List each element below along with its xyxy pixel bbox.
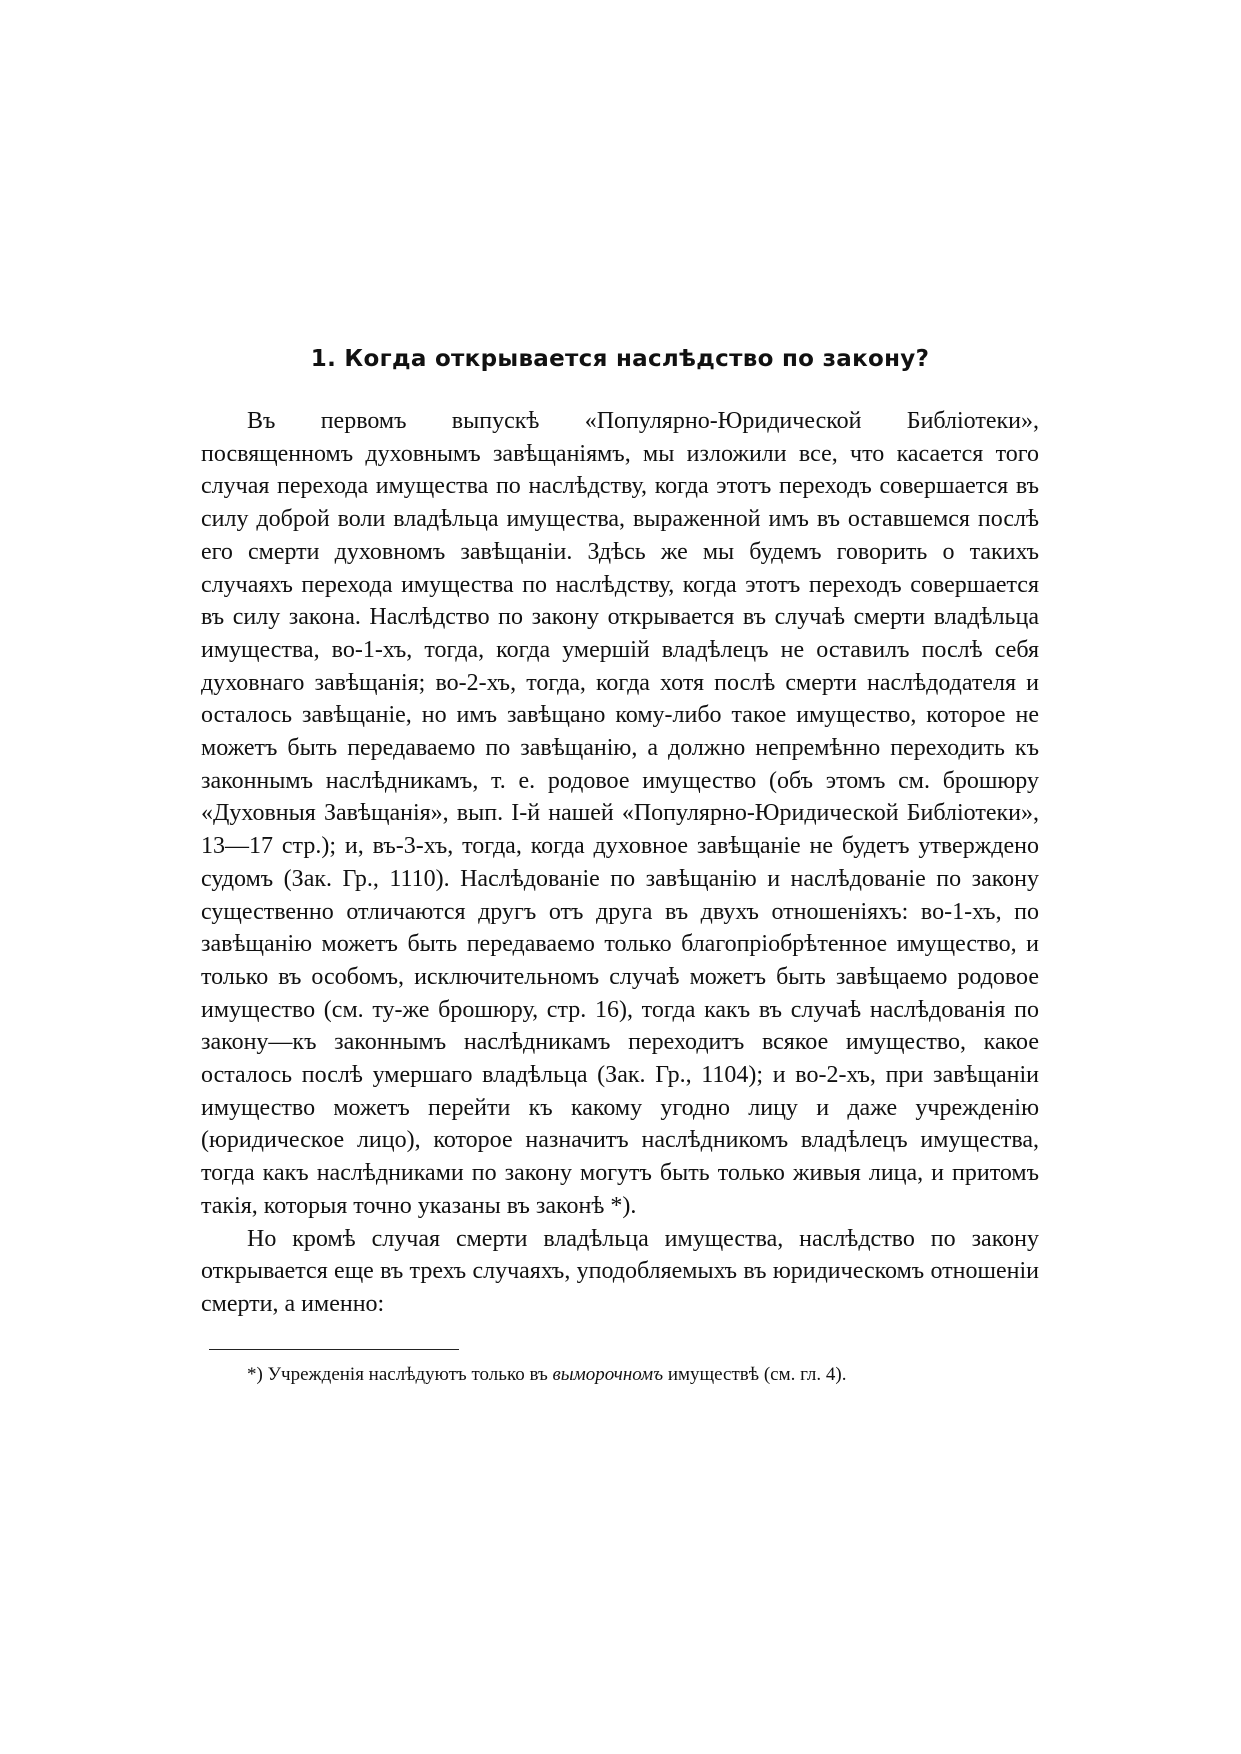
footnote [201,1362,1039,1388]
paragraph-2: Но кромѣ случая смерти владѣльца имущества, наслѣдство по закону открывается еще въ трехъ случаяхъ, уподобляемыхъ въ юридическомъ отношеніи смерти, а именно: [201,1225,1039,1317]
footnote-text-before: Учрежденія наслѣдуютъ только въ [267,1364,548,1385]
chapter-heading: 1. Когда открывается наслѣдство по закону? [310,346,930,372]
footnote-separator [209,1349,459,1350]
footnote-marker: *) [247,1364,263,1385]
body-text [201,405,1039,1321]
paragraph-1: Въ первомъ выпускѣ «Популярно-Юридической Библіотеки», посвященномъ духовнымъ завѣщаніямъ, мы изложили все, что касается того случая перехода имущества по наслѣдству, когда этотъ переходъ совершается въ силу доброй воли владѣльца имущества, выраженной имъ въ оставшемся послѣ его смерти духовномъ завѣщаніи. Здѣсь же мы будемъ говорить о такихъ случаяхъ перехода имущества по наслѣдству, когда этотъ переходъ совершается въ силу закона. Наслѣдство по закону открывается въ случаѣ смерти владѣльца имущества, во-1-хъ, тогда, когда умершій владѣлецъ не оставилъ послѣ себя духовнаго завѣщанія; во-2-хъ, тогда, когда хотя послѣ смерти наслѣдодателя и осталось завѣщаніе, но имъ завѣщано кому-либо такое имущество, которое не можетъ быть передаваемо по завѣщанію, а должно непремѣнно переходить къ законнымъ наслѣдникамъ, т. е. родовое имущество (объ этомъ см. брошюру «Духовныя Завѣщанія», вып. I-й нашей «Популярно-Юридической Библіотеки», 13—17 стр.); и, въ-3-хъ, тогда, когда духовное завѣщаніе не будетъ утверждено судомъ (Зак. Гр., 1110). Наслѣдованіе по завѣщанію и наслѣдованіе по закону существенно отличаются другъ отъ друга въ двухъ отношеніяхъ: во-1-хъ, по завѣщанію можетъ быть передаваемо только благопріобрѣтенное имущество, и только въ особомъ, исключительномъ случаѣ можетъ быть завѣщаемо родовое имущество (см. ту-же брошюру, стр. 16), тогда какъ въ случаѣ наслѣдованія по закону—къ законнымъ наслѣдникамъ переходитъ всякое имущество, какое осталось послѣ умершаго владѣльца (Зак. Гр., 1104); и во-2-хъ, при завѣщаніи имущество можетъ перейти къ какому угодно лицу и даже учрежденію (юридическое лицо), которое назначитъ наслѣдникомъ владѣлецъ имущества, тогда какъ наслѣдниками по закону могутъ быть только живыя лица, и притомъ такія, которыя точно указаны въ законѣ *). [201,408,1039,1219]
footnote-text-after: имуществѣ (см. гл. 4). [667,1364,847,1385]
footnote-emphasis: выморочномъ [552,1364,664,1385]
